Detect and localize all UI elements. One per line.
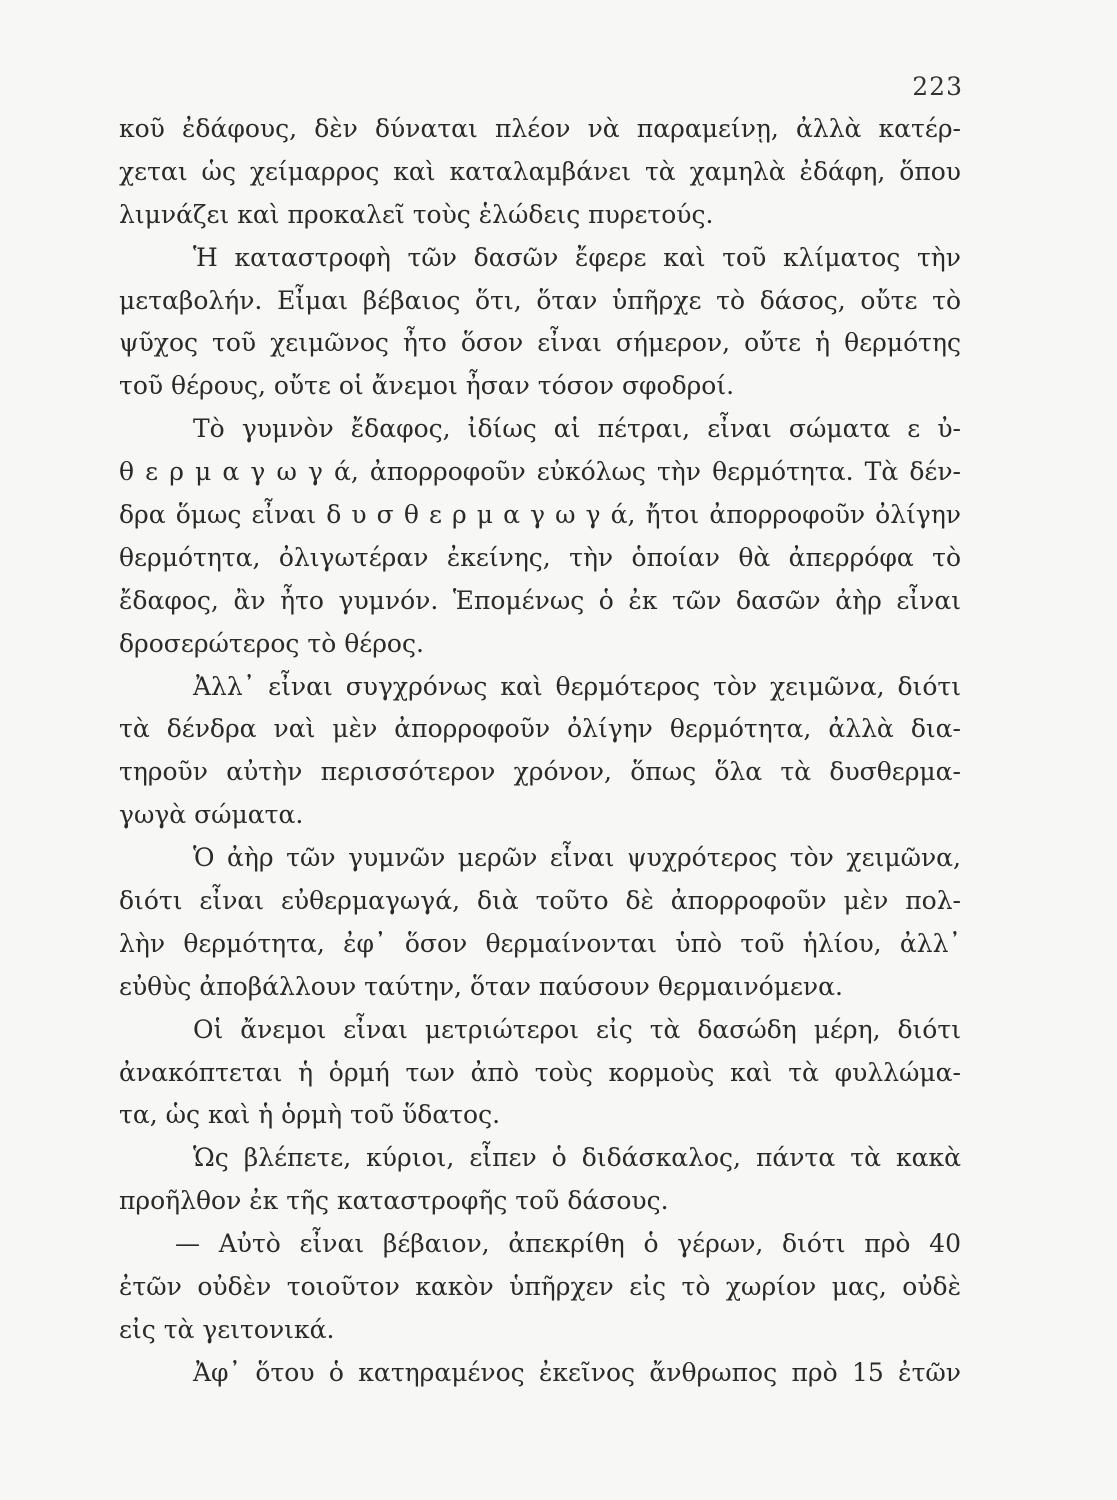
text-line: Ἡ καταστροφὴ τῶν δασῶν ἔφερε καὶ τοῦ κλίματος τὴν: [193, 242, 961, 272]
text-line: τηροῦν αὐτὴν περισσότερον χρόνον, ὅπως ὅλα τὰ δυσθερμα-: [119, 757, 961, 787]
page-text: [119, 108, 961, 1395]
text-line: ψῦχος τοῦ χειμῶνος ἦτο ὅσον εἶναι σήμερον, οὔτε ἡ θερμότης: [119, 328, 961, 358]
text-line: τα, ὡς καὶ ἡ ὁρμὴ τοῦ ὕδατος.: [119, 1100, 501, 1130]
text-line: δρα ὅμως εἶναι δ υ σ θ ε ρ μ α γ ω γ ά, ἤτοι ἀπορροφοῦν ὀλίγην: [119, 500, 961, 530]
text-line: λιμνάζει καὶ προκαλεῖ τοὺς ἑλώδεις πυρετούς.: [119, 199, 714, 229]
text-line: μεταβολήν. Εἶμαι βέβαιος ὅτι, ὅταν ὑπῆρχε τὸ δάσος, οὔτε τὸ: [119, 285, 961, 315]
page-number: 223: [912, 72, 963, 101]
text-line: θερμότητα, ὀλιγωτέραν ἐκείνης, τὴν ὁποίαν θὰ ἀπερρόφα τὸ: [119, 542, 961, 572]
text-line: — Αὐτὸ εἶναι βέβαιον, ἀπεκρίθη ὁ γέρων, διότι πρὸ 40: [175, 1229, 961, 1259]
text-line: τοῦ θέρους, οὔτε οἱ ἄνεμοι ἦσαν τόσον σφοδροί.: [119, 371, 735, 401]
text-line: Ἀλλ᾽ εἶναι συγχρόνως καὶ θερμότερος τὸν χειμῶνα, διότι: [193, 671, 961, 701]
text-line: Τὸ γυμνὸν ἔδαφος, ἰδίως αἱ πέτραι, εἶναι σώματα ε ὐ-: [193, 414, 961, 444]
text-line: διότι εἶναι εὐθερμαγωγά, διὰ τοῦτο δὲ ἀπορροφοῦν μὲν πολ-: [119, 886, 961, 916]
text-line: δροσερώτερος τὸ θέρος.: [119, 628, 424, 658]
text-line: κοῦ ἐδάφους, δὲν δύναται πλέον νὰ παραμείνῃ, ἀλλὰ κατέρ-: [119, 114, 961, 143]
text-line: εὐθὺς ἀποβάλλουν ταύτην, ὅταν παύσουν θερμαινόμενα.: [119, 971, 843, 1001]
text-line: προῆλθον ἐκ τῆς καταστροφῆς τοῦ δάσους.: [119, 1186, 669, 1216]
text-line: τὰ δένδρα ναὶ μὲν ἀπορροφοῦν ὀλίγην θερμότητα, ἀλλὰ δια-: [119, 714, 961, 744]
text-line: γωγὰ σώματα.: [119, 800, 304, 830]
text-line: ἔδαφος, ἂν ἦτο γυμνόν. Ἑπομένως ὁ ἐκ τῶν δασῶν ἀὴρ εἶναι: [119, 585, 961, 615]
text-line: Ὡς βλέπετε, κύριοι, εἶπεν ὁ διδάσκαλος, πάντα τὰ κακὰ: [193, 1143, 961, 1173]
text-line: ἀνακόπτεται ἡ ὁρμή των ἀπὸ τοὺς κορμοὺς καὶ τὰ φυλλώμα-: [119, 1057, 961, 1087]
text-line: ἐτῶν οὐδὲν τοιοῦτον κακὸν ὑπῆρχεν εἰς τὸ χωρίον μας, οὐδὲ: [119, 1272, 961, 1302]
text-line: χεται ὡς χείμαρρος καὶ καταλαμβάνει τὰ χαμηλὰ ἐδάφη, ὅπου: [119, 156, 961, 186]
text-line: Ὁ ἀὴρ τῶν γυμνῶν μερῶν εἶναι ψυχρότερος τὸν χειμῶνα,: [193, 843, 961, 873]
text-line: θ ε ρ μ α γ ω γ ά, ἀπορροφοῦν εὐκόλως τὴν θερμότητα. Τὰ δέν-: [119, 457, 961, 487]
text-line: εἰς τὰ γειτονικά.: [119, 1314, 335, 1344]
text-line: λὴν θερμότητα, ἐφ᾽ ὅσον θερμαίνονται ὑπὸ τοῦ ἡλίου, ἀλλ᾽: [119, 928, 961, 958]
text-line: Οἱ ἄνεμοι εἶναι μετριώτεροι εἰς τὰ δασώδη μέρη, διότι: [193, 1014, 961, 1044]
text-line: Ἀφ᾽ ὅτου ὁ κατηραμένος ἐκεῖνος ἄνθρωπος πρὸ 15 ἐτῶν: [193, 1357, 961, 1387]
